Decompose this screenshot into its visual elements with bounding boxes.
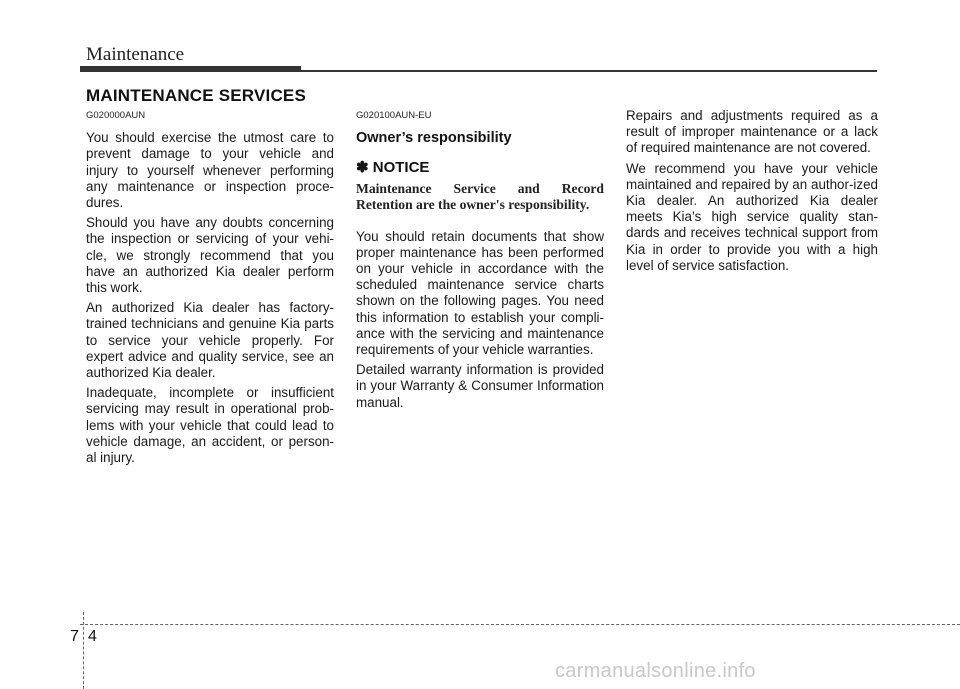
watermark: carmanualsonline.info (555, 660, 756, 682)
paragraph: Detailed warranty information is provided in your Warranty & Consumer Information manual. (356, 362, 604, 410)
footer-divider (83, 612, 84, 689)
column-3 (626, 108, 878, 278)
page-number: 4 (88, 628, 97, 645)
notice-label: ✽ NOTICE (356, 159, 430, 177)
paragraph: You should exercise the utmost care to prevent damage to your vehicle and injury to yourself whenever performing any maintenance or inspection proce-dures. (86, 130, 334, 211)
header-rule-thin (301, 70, 877, 72)
paragraph: Repairs and adjustments required as a result of improper maintenance or a lack of required maintenance are not covered. (626, 108, 878, 156)
section-title: MAINTENANCE SERVICES (86, 86, 306, 105)
chapter-number: 7 (70, 628, 79, 645)
paragraph: We recommend you have your vehicle maintained and repaired by an author-ized Kia dealer. An authorized Kia dealer meets Kia’s high service quality stan-dards and receives technical support from Kia in order to provide you with a high level of service satisfaction. (626, 160, 878, 273)
section-code: G020100AUN-EU (356, 110, 432, 121)
paragraph: Should you have any doubts concerning the inspection or servicing of your vehi-cle, we strongly recommend that you have an authorized Kia dealer perform this work. (86, 215, 334, 296)
section-code: G020000AUN (86, 110, 146, 121)
column-2 (356, 108, 604, 415)
page-header-title: Maintenance (86, 44, 185, 65)
paragraph: You should retain documents that show proper maintenance has been performed on your vehicle in accordance with the scheduled maintenance service charts shown on the following pages. You need this information to establish your compli-ance with the servicing and maintenance requirements of your vehicle warranties. (356, 228, 604, 358)
header-rule-thick (80, 66, 301, 72)
column-1 (86, 108, 334, 470)
paragraph: Inadequate, incomplete or insufficient servicing may result in operational prob-lems with your vehicle that could lead to vehicle damage, an accident, or person-al injury. (86, 385, 334, 466)
footer-rule (80, 624, 960, 625)
paragraph: An authorized Kia dealer has factory-trained technicians and genuine Kia parts to service your vehicle properly. For expert advice and quality service, see an authorized Kia dealer. (86, 300, 334, 381)
subsection-title: Owner’s responsibility (356, 130, 512, 147)
notice-text: Maintenance Service and Record Retention are the owner's responsibility. (356, 180, 604, 212)
